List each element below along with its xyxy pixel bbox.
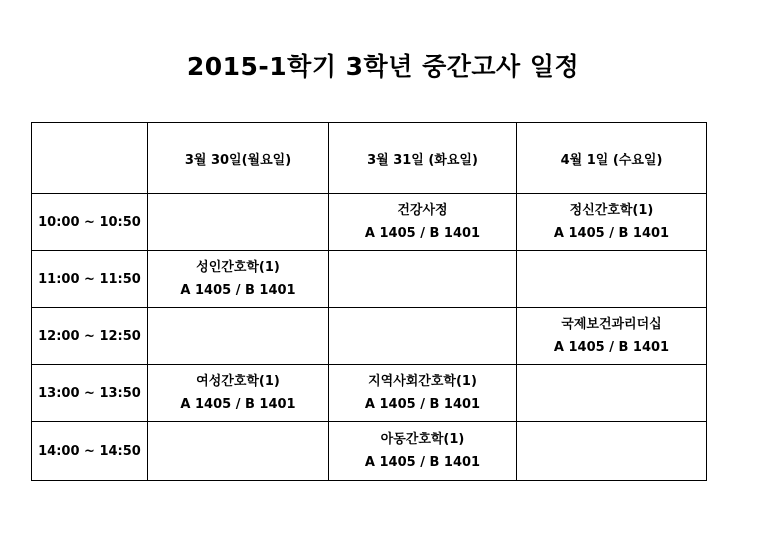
header-corner-cell — [32, 123, 148, 194]
table-row — [32, 422, 707, 481]
header-day-1: 3월 30일(월요일) — [148, 123, 329, 194]
exam-subject: 정신간호학(1) — [569, 203, 654, 218]
exam-cell — [329, 422, 517, 481]
exam-subject: 여성간호학(1) — [196, 374, 280, 389]
time-slot-cell: 12:00 ~ 12:50 — [32, 308, 148, 365]
table-row — [32, 194, 707, 251]
time-slot-cell: 11:00 ~ 11:50 — [32, 251, 148, 308]
exam-cell — [329, 365, 517, 422]
exam-subject: 아동간호학(1) — [380, 432, 465, 447]
exam-room: A 1405 / B 1401 — [364, 397, 481, 412]
time-slot-cell: 10:00 ~ 10:50 — [32, 194, 148, 251]
table-row — [32, 365, 707, 422]
exam-subject: 건강사정 — [397, 203, 448, 218]
exam-cell — [148, 422, 329, 481]
exam-room: A 1405 / B 1401 — [180, 283, 296, 298]
time-slot-cell: 14:00 ~ 14:50 — [32, 422, 148, 481]
exam-cell — [517, 194, 707, 251]
exam-room: A 1405 / B 1401 — [180, 397, 296, 412]
exam-cell — [329, 251, 517, 308]
exam-cell — [329, 308, 517, 365]
exam-subject: 성인간호학(1) — [196, 260, 280, 275]
exam-schedule-table — [31, 122, 707, 481]
exam-cell — [148, 194, 329, 251]
page-title: 2015-1학기 3학년 중간고사 일정 — [186, 52, 580, 81]
exam-cell — [517, 365, 707, 422]
exam-room: A 1405 / B 1401 — [553, 226, 670, 241]
time-slot-cell: 13:00 ~ 13:50 — [32, 365, 148, 422]
exam-cell — [148, 365, 329, 422]
exam-cell — [517, 308, 707, 365]
table-row — [32, 308, 707, 365]
exam-cell — [329, 194, 517, 251]
exam-subject: 국제보건과리더십 — [561, 317, 662, 332]
header-day-3: 4월 1일 (수요일) — [517, 123, 707, 194]
exam-cell — [148, 308, 329, 365]
exam-cell — [517, 422, 707, 481]
exam-cell — [148, 251, 329, 308]
exam-room: A 1405 / B 1401 — [364, 455, 481, 470]
exam-room: A 1405 / B 1401 — [553, 340, 670, 355]
table-row — [32, 251, 707, 308]
header-day-2: 3월 31일 (화요일) — [329, 123, 517, 194]
exam-cell — [517, 251, 707, 308]
header-row — [32, 123, 707, 194]
exam-room: A 1405 / B 1401 — [364, 226, 481, 241]
exam-subject: 지역사회간호학(1) — [368, 374, 477, 389]
